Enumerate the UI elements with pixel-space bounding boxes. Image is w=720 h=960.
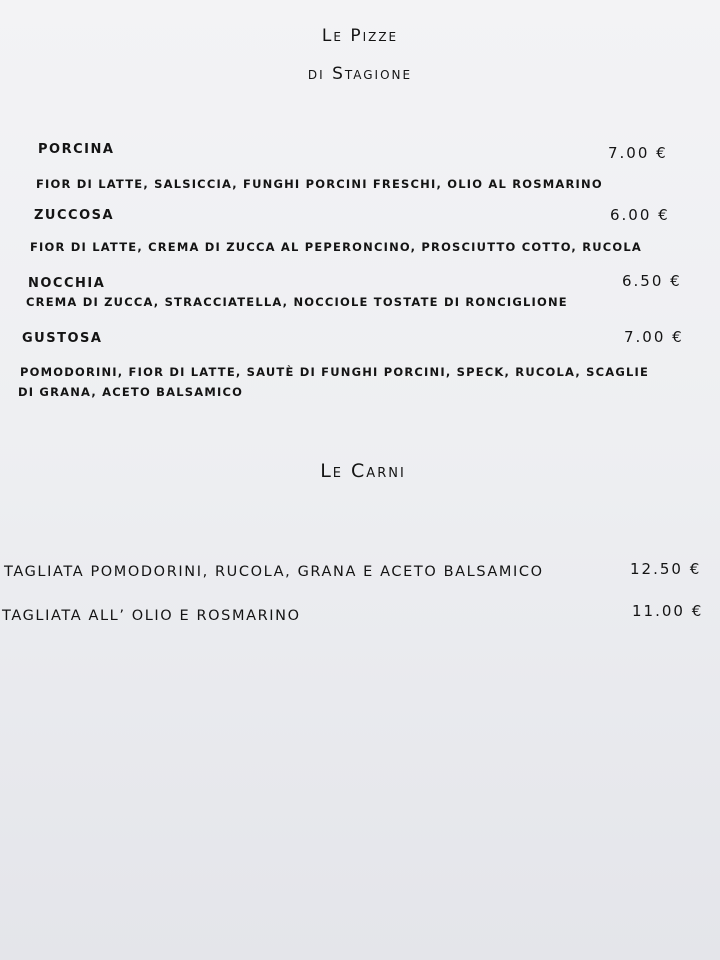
- pizza-name-nocchia: NOCCHIA: [28, 276, 106, 291]
- pizza-price-gustosa: 7.00 €: [624, 328, 684, 346]
- menu-title-line1: Le Pizze: [321, 26, 399, 46]
- section-title-carni: Le Carni: [320, 460, 406, 482]
- pizza-desc-nocchia: CREMA DI ZUCCA, STRACCIATELLA, NOCCIOLE TOSTATE DI RONCIGLIONE: [26, 295, 568, 309]
- menu-title-line2: di Stagione: [307, 64, 413, 84]
- pizza-desc-gustosa-line2: DI GRANA, ACETO BALSAMICO: [18, 385, 244, 399]
- pizza-name-gustosa: GUSTOSA: [22, 331, 103, 346]
- pizza-desc-porcina: FIOR DI LATTE, SALSICCIA, FUNGHI PORCINI FRESCHI, OLIO AL ROSMARINO: [36, 177, 603, 191]
- pizza-price-zuccosa: 6.00 €: [610, 206, 670, 224]
- pizza-price-porcina: 7.00 €: [608, 144, 668, 162]
- pizza-price-nocchia: 6.50 €: [622, 272, 682, 290]
- carne-price-tagliata-pomodorini: 12.50 €: [630, 560, 702, 578]
- pizza-desc-gustosa-line1: POMODORINI, FIOR DI LATTE, SAUTÈ DI FUNGHI PORCINI, SPECK, RUCOLA, SCAGLIE: [20, 365, 650, 379]
- pizza-name-zuccosa: ZUCCOSA: [34, 208, 115, 223]
- carne-name-tagliata-pomodorini: TAGLIATA POMODORINI, RUCOLA, GRANA E ACETO BALSAMICO: [4, 564, 544, 580]
- pizza-desc-zuccosa: FIOR DI LATTE, CREMA DI ZUCCA AL PEPERONCINO, PROSCIUTTO COTTO, RUCOLA: [30, 240, 643, 254]
- carne-price-tagliata-olio: 11.00 €: [632, 602, 704, 620]
- carne-name-tagliata-olio: TAGLIATA ALL’ OLIO E ROSMARINO: [2, 608, 301, 624]
- pizza-name-porcina: PORCINA: [38, 142, 115, 157]
